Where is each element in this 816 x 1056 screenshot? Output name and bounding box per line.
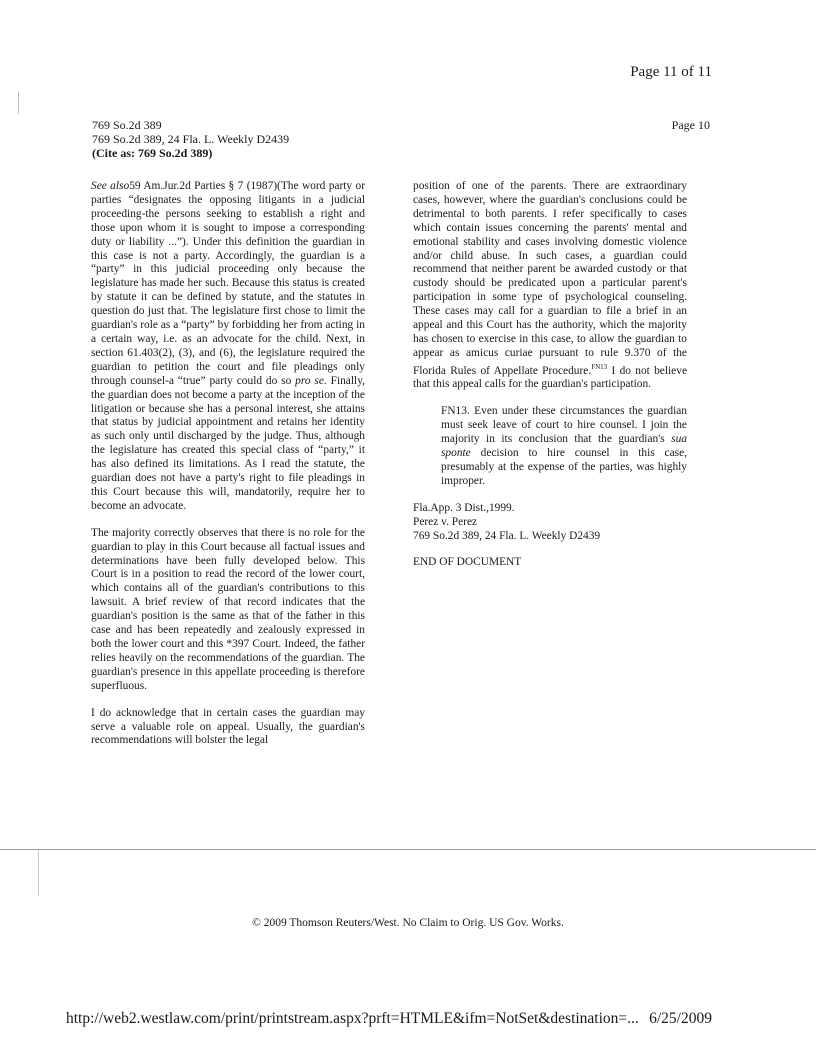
case-citation: 769 So.2d 389, 24 Fla. L. Weekly D2439 (413, 529, 601, 542)
see-also-signal: See also (91, 180, 130, 192)
citation-line-1: 769 So.2d 389 (92, 118, 162, 132)
footer-url[interactable]: http://web2.westlaw.com/print/printstream.aspx?prft=HTMLE&ifm=NotSet&destination=... (66, 1010, 639, 1027)
paragraph-text: position of one of the parents. There are extraordinary cases, however, where the guardian's conclusions could be detrimental to both parents. I refer specifically to cases which contain issues concerning the parents' mental and emotional stability and cases involving domestic violence and/or child abuse. In such cases, a guardian could recommend that neither parent be awarded custody or that custody should be predicated upon a particular parent's participation in some type of psychological counseling. These cases may call for a guardian to file a brief in an appeal and this Court has the authority, which the majority has chosen to exercise in this case, to allow the guardian to appear as amicus curiae pursuant to rule 9.370 of the Florida Rules of Appellate Procedure. (413, 180, 687, 377)
footer-date: 6/25/2009 (649, 1010, 712, 1027)
paragraph (413, 180, 687, 392)
paragraph: The majority correctly observes that there is no role for the guardian to play in this Court because all factual issues and determinations have been fully developed below. This Court is in a position to read the record of the lower court, which contains all of the guardian's contributions to this lawsuit. A brief review of that record indicates that the guardian's position is the same as that of the father in this case and has been repeatedly and zealously expressed in both the lower court and this *397 Court. Indeed, the father relies heavily on the recommendations of the guardian. The guardian's presence in this appellate proceeding is therefore superfluous. (91, 526, 365, 692)
paragraph (91, 180, 365, 514)
footnote-text: FN13. Even under these circumstances the guardian must seek leave of court to hire counsel. I join the majority in its conclusion that the guardian's (441, 405, 687, 446)
court-line: Fla.App. 3 Dist.,1999. (413, 501, 515, 514)
case-name: Perez v. Perez (413, 515, 478, 528)
footnote-ref[interactable]: FN13 (591, 362, 608, 371)
citation-block (92, 118, 289, 160)
end-of-document: END OF DOCUMENT (413, 555, 522, 568)
right-column (413, 180, 687, 569)
scan-divider (0, 849, 816, 850)
sua-sponte-term: sua sponte (441, 433, 687, 460)
pro-se-term: pro se (295, 374, 324, 387)
footnote-text: decision to hire counsel in this case, presumably at the expense of the parties, was highly improper. (441, 447, 687, 487)
scan-mark (38, 850, 39, 896)
left-column (91, 180, 365, 761)
paragraph-text: . Finally, the guardian does not become a party at the inception of the litigation or because she has a personal interest, she attains that status by judicial appointment and retains her identity as such only until discharged by the judge. Thus, although the legislature has created this special class of “party,” it has also defined its limitations. As I read the statute, the guardian does not have a party's right to file pleadings in this Court because this will, mandatorily, require her to become an advocate. (91, 374, 365, 512)
paragraph-text: I do not believe that this appeal calls for the guardian's participation. (413, 364, 687, 391)
citation-line-2: 769 So.2d 389, 24 Fla. L. Weekly D2439 (92, 132, 290, 146)
page-of-counter: Page 11 of 11 (630, 64, 712, 80)
paragraph: I do acknowledge that in certain cases the guardian may serve a valuable role on appeal. Usually, the guardian's recommendations will bolster the legal (91, 706, 365, 747)
scan-mark (18, 92, 19, 114)
paragraph-text: 59 Am.Jur.2d Parties § 7 (1987)(The word party or parties “designates the opposing litigants in a judicial proceeding-the persons seeking to establish a right and those upon whom it is sought to impose a corresponding duty or liability ...”). Under this definition the guardian in this case is not a party. Accordingly, the guardian is a “party” in this judicial proceeding only because the legislature has made her such. Because this status is created by statute it can be defined by statute, and the statutes in question do just that. The legislature first chose to limit the guardian's role as a “party” by forbidding her from acting in a certain way, i.e. as an advocate for the child. Next, in section 61.403(2), (3), and (6), the legislature required the guardian to petition the court and file pleadings only through counsel-a “true” party could do so (91, 180, 365, 387)
copyright-notice: © 2009 Thomson Reuters/West. No Claim to Orig. US Gov. Works. (252, 917, 564, 929)
page-label: Page 10 (671, 118, 710, 132)
cite-as: (Cite as: 769 So.2d 389) (92, 146, 213, 160)
footnote (441, 405, 687, 488)
